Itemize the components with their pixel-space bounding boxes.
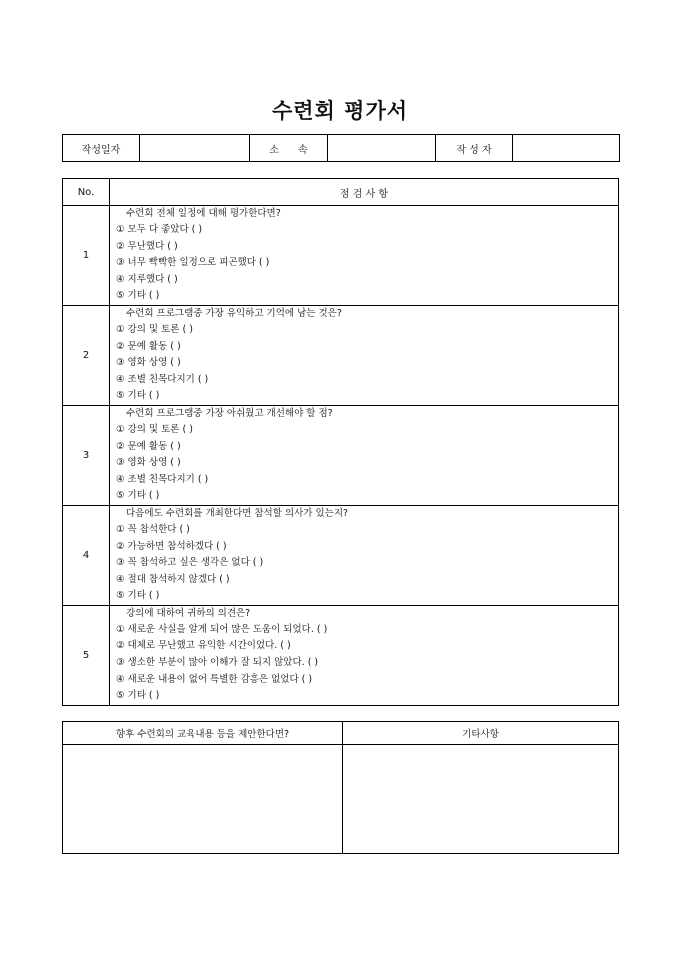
question-text: 강의에 대하여 귀하의 의견은? <box>126 607 251 619</box>
option-2[interactable]: ② 문예 활동 ( ) <box>116 440 181 452</box>
question-text: 수련회 프로그램중 가장 유익하고 기억에 남는 것은? <box>126 307 342 319</box>
option-3[interactable]: ③ 꼭 참석하고 싶은 생각은 없다 ( ) <box>116 557 264 569</box>
affiliation-field[interactable] <box>328 135 436 162</box>
option-4[interactable]: ④ 새로운 내용이 없어 특별한 감흥은 없었다 ( ) <box>116 673 313 685</box>
item-number: 5 <box>63 605 110 705</box>
item-number: 3 <box>63 405 110 505</box>
option-2[interactable]: ② 대체로 무난했고 유익한 시간이었다. ( ) <box>116 640 291 652</box>
other-notes-header: 기타사항 <box>343 722 619 745</box>
item-content <box>110 505 619 605</box>
option-1[interactable]: ① 새로운 사실을 알게 되어 많은 도움이 되었다. ( ) <box>116 623 328 635</box>
table-row <box>63 305 619 405</box>
date-label: 작성일자 <box>63 135 140 162</box>
checklist-table <box>62 178 619 706</box>
option-5[interactable]: ⑤ 기타 ( ) <box>116 390 160 402</box>
item-number: 2 <box>63 305 110 405</box>
suggestion-table <box>62 721 619 854</box>
option-4[interactable]: ④ 조별 친목다지기 ( ) <box>116 373 209 385</box>
option-5[interactable]: ⑤ 기타 ( ) <box>116 290 160 302</box>
table-row <box>63 605 619 705</box>
other-notes-field[interactable] <box>343 745 619 854</box>
suggestion-field[interactable] <box>63 745 343 854</box>
option-1[interactable]: ① 강의 및 토론 ( ) <box>116 423 193 435</box>
option-3[interactable]: ③ 생소한 부분이 많아 이해가 잘 되지 않았다. ( ) <box>116 657 319 669</box>
question-text: 다음에도 수련회를 개최한다면 참석할 의사가 있는지? <box>126 507 349 519</box>
option-4[interactable]: ④ 절대 참석하지 않겠다 ( ) <box>116 573 230 585</box>
option-1[interactable]: ① 모두 다 좋았다 ( ) <box>116 224 203 235</box>
option-3[interactable]: ③ 너무 빡빡한 일정으로 피곤했다 ( ) <box>116 257 270 269</box>
option-4[interactable]: ④ 지루했다 ( ) <box>116 273 178 285</box>
option-3[interactable]: ③ 영화 상영 ( ) <box>116 457 181 469</box>
option-4[interactable]: ④ 조별 친목다지기 ( ) <box>116 473 209 485</box>
table-row <box>63 206 619 306</box>
option-5[interactable]: ⑤ 기타 ( ) <box>116 590 160 602</box>
option-2[interactable]: ② 문예 활동 ( ) <box>116 340 181 352</box>
page-title: 수련회 평가서 <box>271 99 409 123</box>
item-number: 4 <box>63 505 110 605</box>
table-row <box>63 405 619 505</box>
option-1[interactable]: ① 강의 및 토론 ( ) <box>116 323 193 335</box>
author-label: 작 성 자 <box>436 135 513 162</box>
option-1[interactable]: ① 꼭 참석한다 ( ) <box>116 523 190 535</box>
question-text: 수련회 전체 일정에 대해 평가한다면? <box>126 208 281 219</box>
affiliation-label: 소 속 <box>250 135 328 162</box>
option-5[interactable]: ⑤ 기타 ( ) <box>116 490 160 502</box>
table-row <box>63 505 619 605</box>
item-content <box>110 605 619 705</box>
date-field[interactable] <box>140 135 250 162</box>
item-content <box>110 405 619 505</box>
item-content <box>110 206 619 306</box>
question-text: 수련회 프로그램중 가장 아쉬웠고 개선해야 할 점? <box>126 407 333 419</box>
no-column-header: No. <box>63 179 110 206</box>
item-content <box>110 305 619 405</box>
items-column-header: 점 검 사 항 <box>110 179 619 206</box>
option-3[interactable]: ③ 영화 상영 ( ) <box>116 357 181 369</box>
option-2[interactable]: ② 무난했다 ( ) <box>116 240 178 252</box>
option-2[interactable]: ② 가능하면 참석하겠다 ( ) <box>116 540 227 552</box>
item-number: 1 <box>63 206 110 306</box>
author-info-table <box>62 134 620 162</box>
suggestion-header: 향후 수련회의 교육내용 등을 제안한다면? <box>63 722 343 745</box>
checklist-body <box>63 206 619 706</box>
author-field[interactable] <box>513 135 620 162</box>
option-5[interactable]: ⑤ 기타 ( ) <box>116 690 160 702</box>
